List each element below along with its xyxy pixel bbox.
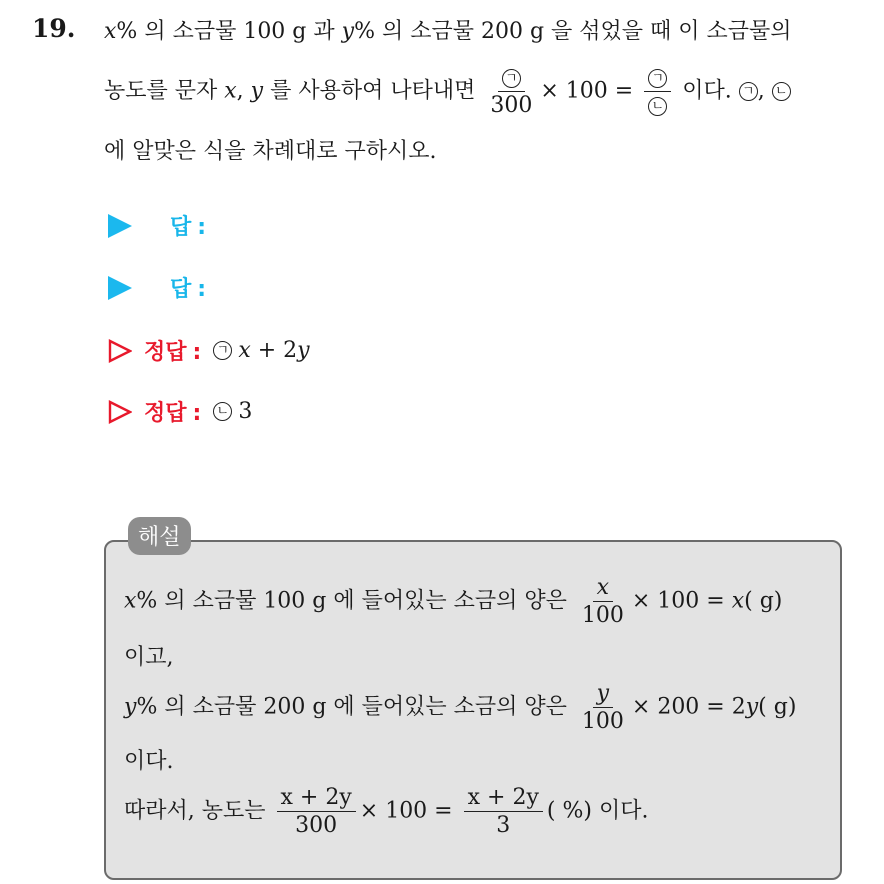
times-100-equals: × 100 = (540, 78, 634, 104)
question-line-2 (104, 66, 791, 117)
correct-answer-value: 3 (238, 399, 253, 424)
separator: , (757, 78, 765, 104)
question-line-1 (104, 14, 792, 45)
solid-triangle-icon (108, 276, 132, 300)
solid-triangle-icon (108, 214, 132, 238)
correct-answer-label: 정답 : (144, 340, 202, 365)
var-y: y (250, 78, 264, 104)
fraction-x-over-100: $\frac{x}{100}$ (581, 575, 624, 629)
outline-triangle-icon (108, 400, 132, 424)
solution-tag: 해설 (128, 517, 191, 555)
fraction-blank-over-300 (486, 66, 536, 117)
solution-line-4: 이다. (124, 749, 174, 774)
correct-answer-row-1 (108, 335, 310, 366)
circled-nieun-icon: ㄴ (648, 97, 667, 116)
comma: , (236, 78, 251, 104)
answer-label: 답 : (170, 277, 207, 302)
outline-triangle-icon (108, 339, 132, 363)
circled-giyeok-icon: ㄱ (502, 69, 521, 88)
var-y: y (341, 19, 355, 44)
question-text: 를 사용하여 나타내면 (263, 78, 476, 104)
correct-answer-label: 정답 : (144, 401, 202, 426)
answer-row-1 (108, 210, 206, 241)
question-text: 이다. (675, 78, 732, 104)
circled-giyeok-icon: ㄱ (213, 341, 232, 360)
fraction-blank-over-blank (644, 66, 671, 117)
correct-answer-value: x + 2y (238, 338, 310, 363)
var-x: x (104, 19, 117, 44)
solution-line-1: x% 의 소금물 100 g 에 들어있는 소금의 양은 $\frac{x}{100}$ × 100 = x( g) (124, 575, 783, 629)
question-text: % 의 소금물 200 g 을 섞었을 때 이 소금물의 (354, 19, 792, 44)
question-number: 19. (32, 14, 76, 43)
question-text: 농도를 문자 (104, 78, 225, 104)
question-text: 의 소금물 100 g 과 (137, 19, 342, 44)
circled-nieun-icon: ㄴ (213, 402, 232, 421)
circled-giyeok-icon: ㄱ (739, 82, 758, 101)
correct-answer-row-2 (108, 396, 252, 427)
fraction-y-over-100: $\frac{y}{100}$ (581, 681, 624, 735)
var-x: x (224, 78, 237, 104)
circled-nieun-icon: ㄴ (772, 82, 791, 101)
fraction-concentration-over-300: $\frac{x + 2y}{300}$ (277, 786, 356, 837)
solution-line-2: 이고, (124, 645, 174, 670)
solution-line-3: y% 의 소금물 200 g 에 들어있는 소금의 양은 $\frac{y}{100}$ × 200 = 2y( g) (124, 681, 797, 735)
question-line-3: 에 알맞은 식을 차례대로 구하시오. (104, 139, 437, 164)
answer-row-2 (108, 272, 206, 303)
answer-label: 답 : (170, 215, 207, 240)
solution-line-5: 따라서, 농도는 $\frac{x + 2y}{300}$ × 100 = $\frac{x + 2y}{3}$ ( %) 이다. (124, 785, 649, 839)
fraction-denominator: 300 (490, 93, 533, 119)
percent-sign: % (116, 19, 138, 44)
circled-giyeok-icon: ㄱ (648, 69, 667, 88)
fraction-concentration-over-3: $\frac{x + 2y}{3}$ (464, 786, 543, 837)
